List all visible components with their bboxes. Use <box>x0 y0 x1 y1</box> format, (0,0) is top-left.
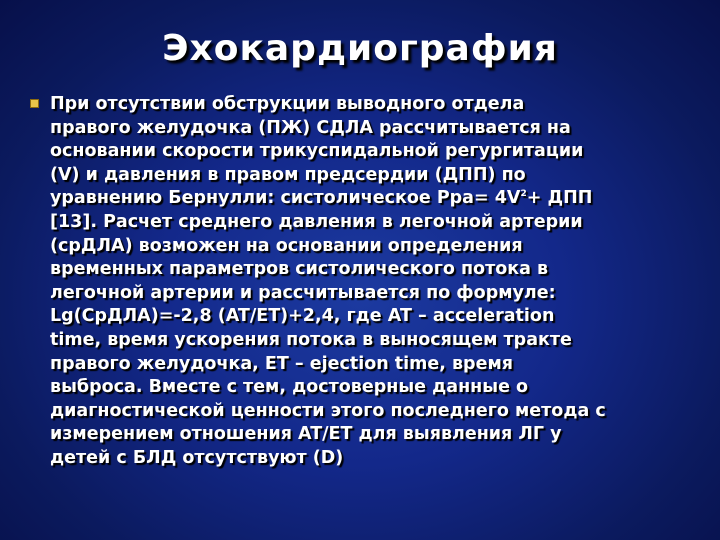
paragraph-line: правого желудочка (ПЖ) СДЛА рассчитывается на <box>50 117 571 138</box>
paragraph-line: Lg(СрДЛА)=-2,8 (AT/ET)+2,4, где AT – acceleration <box>50 306 555 327</box>
paragraph-line: основании скорости трикуспидальной регургитации <box>50 141 584 162</box>
formula-text: уравнению Бернулли: систолическое Ppa= 4V <box>50 188 521 209</box>
bullet-item <box>30 93 702 471</box>
square-bullet-icon <box>30 99 39 108</box>
paragraph-line: При отсутствии обструкции выводного отдела <box>50 94 525 114</box>
paragraph-line: диагностической ценности этого последнего метода с <box>50 400 606 421</box>
paragraph-line: правого желудочка, ET – ejection time, время <box>50 353 513 374</box>
bullet-paragraph <box>50 93 702 471</box>
paragraph-line: детей с БЛД отсутствуют (D) <box>50 447 344 468</box>
formula-text-tail: + ДПП <box>526 188 593 209</box>
slide-title: Эхокардиография <box>162 28 558 69</box>
paragraph-line: выброса. Вместе с тем, достоверные данные о <box>50 377 529 398</box>
paragraph-line: (V) и давления в правом предсердии (ДПП) по <box>50 164 526 185</box>
paragraph-line: time, время ускорения потока в выносящем тракте <box>50 329 572 350</box>
formula-superscript: 2 <box>520 189 527 200</box>
paragraph-line: [13]. Расчет среднего давления в легочной артерии <box>50 211 583 232</box>
paragraph-line: легочной артерии и рассчитывается по формуле: <box>50 282 556 303</box>
paragraph-line: измерением отношения AT/ET для выявления ЛГ у <box>50 424 562 445</box>
paragraph-line: (срДЛА) возможен на основании определения <box>50 235 523 256</box>
paragraph-line: временных параметров систолического потока в <box>50 259 549 280</box>
paragraph-line-formula <box>50 187 702 211</box>
